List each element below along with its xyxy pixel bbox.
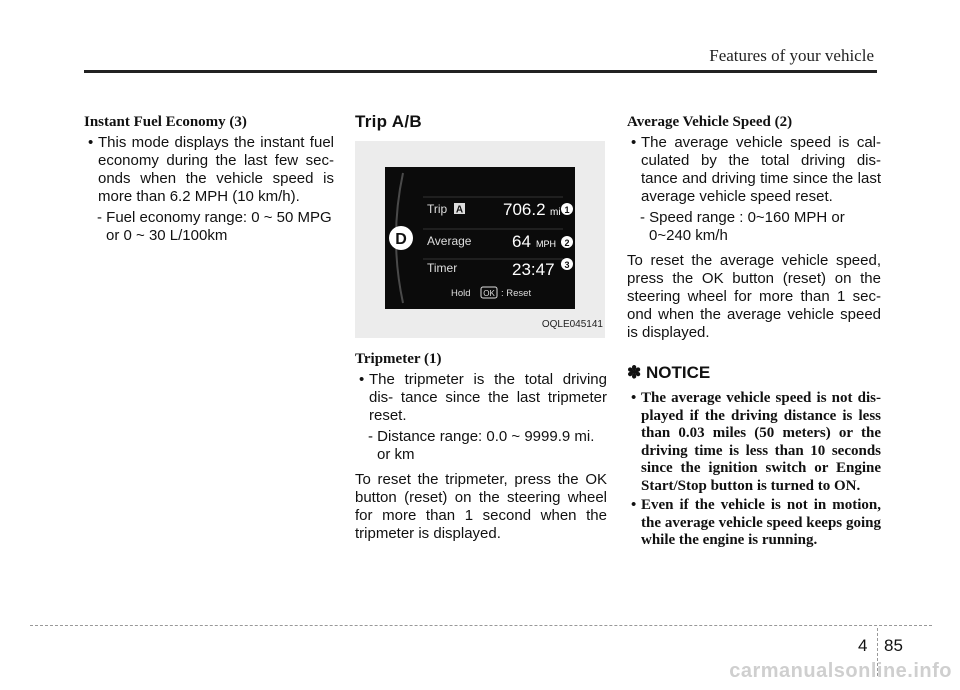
average-label: Average bbox=[427, 234, 472, 248]
instant-fuel-economy-text: This mode displays the instant fuel economy during the last few sec- onds when the vehicle speed is more than 6.2 MPH (10 km/h). bbox=[98, 134, 334, 205]
callout-2: 2 bbox=[564, 238, 570, 248]
cluster-display bbox=[385, 167, 575, 309]
notice-title: ✽ NOTICE bbox=[627, 363, 711, 382]
notice-item-text: Even if the vehicle is not in motion, the average vehicle speed keeps going while the engine is running. bbox=[641, 497, 881, 548]
column-middle bbox=[355, 113, 607, 543]
trip-ab-title: Trip A/B bbox=[355, 112, 422, 131]
trip-value: 706.2 bbox=[503, 200, 546, 219]
timer-label: Timer bbox=[427, 261, 458, 275]
average-value: 64 bbox=[512, 232, 531, 251]
average-speed-bullet bbox=[627, 134, 881, 206]
running-header-title: Features of your vehicle bbox=[709, 46, 874, 65]
ok-text: OK bbox=[483, 289, 495, 298]
column-right bbox=[627, 113, 881, 550]
tripmeter-heading: Tripmeter (1) bbox=[355, 351, 442, 367]
fuel-economy-range: - Fuel economy range: 0 ~ 50 MPG or 0 ~ 30 L/100km bbox=[97, 209, 332, 244]
callout-3: 3 bbox=[564, 260, 570, 270]
hold-text: Hold bbox=[451, 288, 471, 299]
chapter-number: 4 bbox=[858, 636, 868, 655]
instant-fuel-economy-heading: Instant Fuel Economy (3) bbox=[84, 114, 247, 130]
header-rule bbox=[84, 70, 877, 73]
gear-letter: D bbox=[395, 231, 407, 248]
notice-item bbox=[627, 390, 881, 495]
notice-item-text: The average vehicle speed is not dis- played if the driving distance is less than 0.03 miles (50 meters) or the driving time is less than 10 seconds since the ignition switch or Engine Start/Stop button is turned to ON. bbox=[641, 390, 881, 494]
watermark: carmanualsonline.info bbox=[729, 660, 952, 682]
average-unit: MPH bbox=[536, 239, 556, 249]
average-speed-bullet-text: The average vehicle speed is cal- culated by the total driving dis- tance and driving time since the last average vehicle speed reset. bbox=[641, 134, 881, 205]
tripmeter-bullet-text: The tripmeter is the total driving dis- tance since the last tripmeter reset. bbox=[369, 371, 607, 424]
tripmeter-reset-paragraph: To reset the tripmeter, press the OK button (reset) on the steering wheel for more than 1 second when the tripmeter is displayed. bbox=[355, 471, 607, 542]
figure-code: OQLE045141 bbox=[541, 319, 603, 330]
average-speed-reset-paragraph: To reset the average vehicle speed, press the OK button (reset) on the steering wheel for more than 1 sec- ond when the average vehicle speed is displayed. bbox=[627, 252, 881, 341]
notice-item bbox=[627, 497, 881, 550]
timer-value: 23:47 bbox=[512, 260, 555, 279]
footer-rule bbox=[30, 625, 932, 626]
cluster-figure bbox=[355, 141, 605, 338]
reset-text: : Reset bbox=[501, 288, 532, 299]
trip-unit: mi bbox=[550, 207, 561, 218]
trip-label: Trip bbox=[427, 202, 448, 216]
tripmeter-bullet bbox=[355, 371, 607, 425]
average-speed-heading: Average Vehicle Speed (2) bbox=[627, 114, 793, 130]
instant-fuel-economy-bullet bbox=[84, 134, 334, 206]
callout-1: 1 bbox=[564, 205, 570, 215]
speed-range: - Speed range : 0~160 MPH or 0~240 km/h bbox=[640, 209, 845, 244]
column-left bbox=[84, 113, 334, 245]
distance-range: - Distance range: 0.0 ~ 9999.9 mi. or km bbox=[368, 428, 595, 463]
trip-badge: A bbox=[455, 204, 464, 216]
page-number: 85 bbox=[884, 636, 903, 655]
